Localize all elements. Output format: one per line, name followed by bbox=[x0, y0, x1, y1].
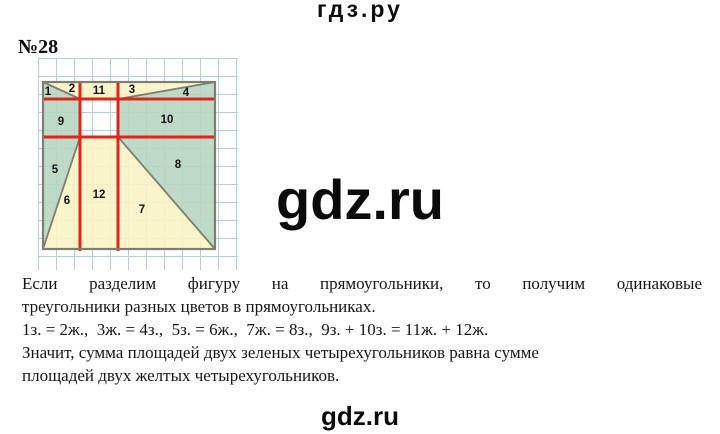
site-header-watermark: гдз.ру bbox=[317, 0, 403, 22]
figure-diagram bbox=[38, 58, 238, 270]
region-label-2: 2 bbox=[68, 83, 76, 96]
solution-text bbox=[22, 272, 702, 387]
region-label-10: 10 bbox=[160, 114, 174, 127]
region-label-5: 5 bbox=[51, 164, 59, 177]
problem-number: №28 bbox=[18, 36, 59, 58]
solution-line-1: Если разделим фигуру на прямоугольники, то получим одинаковые bbox=[22, 274, 702, 293]
region-label-11: 11 bbox=[92, 85, 106, 98]
footer-watermark: gdz.ru bbox=[321, 401, 399, 431]
region-label-1: 1 bbox=[44, 86, 52, 99]
region-label-7: 7 bbox=[138, 204, 146, 217]
center-watermark: gdz.ru bbox=[276, 168, 444, 231]
region-label-8: 8 bbox=[174, 159, 182, 172]
solution-equalities-line: 1з. = 2ж., 3ж. = 4з., 5з. = 6ж., 7ж. = 8з., 9з. + 10з. = 11ж. + 12ж. bbox=[22, 320, 489, 339]
region-label-12: 12 bbox=[92, 189, 106, 202]
region-label-6: 6 bbox=[63, 195, 71, 208]
region-label-3: 3 bbox=[128, 84, 136, 97]
region-label-9: 9 bbox=[57, 116, 65, 129]
solution-line-5: площадей двух желтых четырехугольников. bbox=[22, 366, 340, 385]
region-label-4: 4 bbox=[182, 87, 190, 100]
solution-line-4: Значит, сумма площадей двух зеленых четырехугольников равна сумме bbox=[22, 343, 539, 362]
solution-line-2: треугольники разных цветов в прямоугольниках. bbox=[22, 297, 376, 316]
